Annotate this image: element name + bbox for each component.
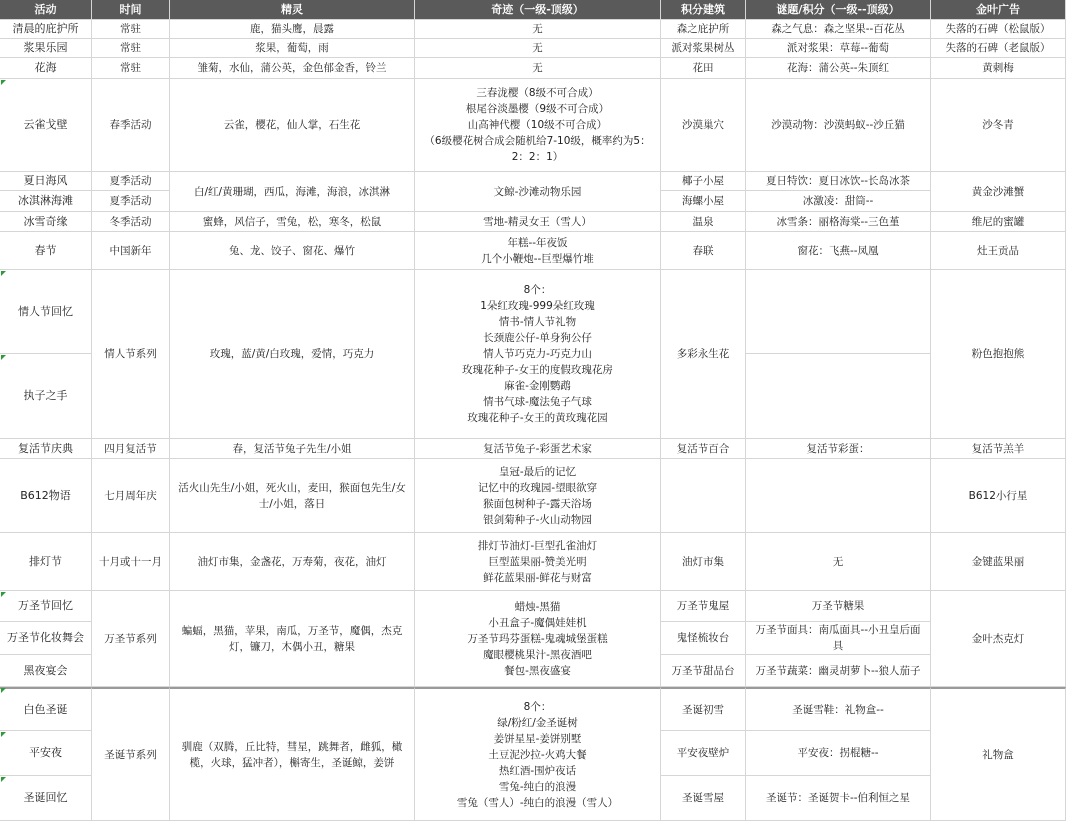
row-9-time[interactable]: 七月周年庆 [92, 459, 170, 533]
valentine-sprite[interactable]: 玫瑰，蓝/黄/白玫瑰，爱情，巧克力 [170, 270, 415, 439]
row-10-ad[interactable]: 金键蓝果丽 [931, 533, 1066, 591]
christmas-sprite[interactable]: 驯鹿（双腾，丘比特，彗星，跳舞者，雌狐，橄 榄，火球，猛冲者），槲寄生，圣诞鲸，姜饼 [170, 687, 415, 821]
comment-marker-5 [1, 732, 6, 737]
row-6-activity[interactable]: 冰雪奇缘 [0, 212, 92, 232]
comment-marker-6 [1, 777, 6, 782]
row-8-activity[interactable]: 复活节庆典 [0, 439, 92, 459]
halloween-activity-1[interactable]: 万圣节化妆舞会 [0, 622, 92, 655]
row-0-miracle[interactable]: 无 [415, 20, 661, 39]
halloween-building-1[interactable]: 鬼怪梳妆台 [661, 622, 746, 655]
row-3-sprite[interactable]: 云雀，樱花，仙人掌，石生花 [170, 79, 415, 172]
row-8-miracle[interactable]: 复活节兔子-彩蛋艺术家 [415, 439, 661, 459]
row-9-ad[interactable]: B612小行星 [931, 459, 1066, 533]
row-3-time[interactable]: 春季活动 [92, 79, 170, 172]
halloween-activity-2[interactable]: 黑夜宴会 [0, 655, 92, 687]
halloween-building-0[interactable]: 万圣节鬼屋 [661, 591, 746, 622]
halloween-time[interactable]: 万圣节系列 [92, 591, 170, 687]
halloween-puzzle-1[interactable]: 万圣节面具：南瓜面具--小丑皇后面 具 [746, 622, 931, 655]
summer-miracle[interactable]: 文鲸-沙滩动物乐园 [415, 172, 661, 212]
christmas-building-2[interactable]: 圣诞雪屋 [661, 776, 746, 821]
row-1-sprite[interactable]: 浆果，葡萄，雨 [170, 39, 415, 58]
christmas-ad[interactable]: 礼物盒 [931, 687, 1066, 821]
header-cell-5[interactable]: 谜题/积分（一级--顶级） [746, 0, 931, 20]
halloween-puzzle-0[interactable]: 万圣节糖果 [746, 591, 931, 622]
christmas-activity-0[interactable]: 白色圣诞 [0, 687, 92, 731]
row-9-building[interactable] [661, 459, 746, 533]
row-10-sprite[interactable]: 油灯市集，金盏花，万寿菊，夜花，油灯 [170, 533, 415, 591]
summer-ad[interactable]: 黄金沙滩蟹 [931, 172, 1066, 212]
christmas-puzzle-1[interactable]: 平安夜：拐棍糖-- [746, 731, 931, 776]
summer-sprite[interactable]: 白/红/黄珊瑚，西瓜，海滩，海浪，冰淇淋 [170, 172, 415, 212]
row-3-puzzle[interactable]: 沙漠动物：沙漠蚂蚁--沙丘猫 [746, 79, 931, 172]
header-cell-3[interactable]: 奇迹（一级-顶级） [415, 0, 661, 20]
row-9-miracle[interactable]: 皇冠-最后的记忆 记忆中的玫瑰园-望眼欲穿 猴面包树种子-露天浴场 银剑菊种子-火山动物园 [415, 459, 661, 533]
row-1-building[interactable]: 派对浆果树丛 [661, 39, 746, 58]
row-0-puzzle[interactable]: 森之气息：森之坚果--百花丛 [746, 20, 931, 39]
valentine-activity-0[interactable]: 情人节回忆 [0, 270, 92, 354]
row-10-building[interactable]: 油灯市集 [661, 533, 746, 591]
row-0-ad[interactable]: 失落的石碑（松鼠版） [931, 20, 1066, 39]
halloween-puzzle-2[interactable]: 万圣节蔬菜：幽灵胡萝卜--狼人茄子 [746, 655, 931, 687]
row-3-ad[interactable]: 沙冬青 [931, 79, 1066, 172]
halloween-sprite[interactable]: 蝙蝠，黑猫，苹果，南瓜，万圣节，魔偶，杰克 灯，镰刀，木偶小丑，糖果 [170, 591, 415, 687]
valentine-building[interactable]: 多彩永生花 [661, 270, 746, 439]
row-8-puzzle[interactable]: 复活节彩蛋： [746, 439, 931, 459]
row-2-building[interactable]: 花田 [661, 58, 746, 79]
row-2-activity[interactable]: 花海 [0, 58, 92, 79]
row-7-sprite[interactable]: 兔、龙、饺子、窗花、爆竹 [170, 232, 415, 270]
halloween-activity-0[interactable]: 万圣节回忆 [0, 591, 92, 622]
row-7-puzzle[interactable]: 窗花：飞燕--凤凰 [746, 232, 931, 270]
row-2-sprite[interactable]: 雏菊，水仙，蒲公英，金色郁金香，铃兰 [170, 58, 415, 79]
row-1-puzzle[interactable]: 派对浆果：草莓--葡萄 [746, 39, 931, 58]
row-4-activity[interactable]: 夏日海风 [0, 172, 92, 191]
row-1-ad[interactable]: 失落的石碑（老鼠版） [931, 39, 1066, 58]
header-cell-1[interactable]: 时间 [92, 0, 170, 20]
valentine-puzzle-1[interactable] [746, 354, 931, 439]
row-6-ad[interactable]: 维尼的蜜罐 [931, 212, 1066, 232]
row-7-activity[interactable]: 春节 [0, 232, 92, 270]
row-1-miracle[interactable]: 无 [415, 39, 661, 58]
halloween-building-2[interactable]: 万圣节甜品台 [661, 655, 746, 687]
header-cell-2[interactable]: 精灵 [170, 0, 415, 20]
valentine-activity-1[interactable]: 执子之手 [0, 354, 92, 439]
valentine-time[interactable]: 情人节系列 [92, 270, 170, 439]
row-8-time[interactable]: 四月复活节 [92, 439, 170, 459]
row-7-miracle[interactable]: 年糕--年夜饭 几个小鞭炮--巨型爆竹堆 [415, 232, 661, 270]
row-9-sprite[interactable]: 活火山先生/小姐，死火山，麦田，猴面包先生/女 士/小姐，落日 [170, 459, 415, 533]
christmas-building-0[interactable]: 圣诞初雪 [661, 687, 746, 731]
row-8-sprite[interactable]: 春，复活节兔子先生/小姐 [170, 439, 415, 459]
row-7-building[interactable]: 春联 [661, 232, 746, 270]
row-6-building[interactable]: 温泉 [661, 212, 746, 232]
halloween-miracle[interactable]: 蜡烛-黑猫 小丑盒子-魔偶娃娃机 万圣节玛芬蛋糕-鬼魂城堡蛋糕 魔眼樱桃果汁-黑夜酒吧 餐包-黑夜盛宴 [415, 591, 661, 687]
header-cell-4[interactable]: 积分建筑 [661, 0, 746, 20]
row-5-building[interactable]: 海螺小屋 [661, 191, 746, 212]
row-2-miracle[interactable]: 无 [415, 58, 661, 79]
valentine-puzzle-0[interactable] [746, 270, 931, 354]
row-9-activity[interactable]: B612物语 [0, 459, 92, 533]
row-5-puzzle[interactable]: 冰激凌：甜筒-- [746, 191, 931, 212]
row-6-time[interactable]: 冬季活动 [92, 212, 170, 232]
row-1-activity[interactable]: 浆果乐园 [0, 39, 92, 58]
row-2-puzzle[interactable]: 花海：蒲公英--朱顶红 [746, 58, 931, 79]
row-9-puzzle[interactable] [746, 459, 931, 533]
row-3-miracle[interactable]: 三春泷樱（8级不可合成） 根尾谷淡墨樱（9级不可合成） 山高神代樱（10级不可合成） （6级樱花树合成会随机给7-10级，概率约为5： 2：2：1） [415, 79, 661, 172]
comment-marker-4 [1, 688, 6, 693]
row-7-time[interactable]: 中国新年 [92, 232, 170, 270]
row-3-building[interactable]: 沙漠巢穴 [661, 79, 746, 172]
comment-marker-1 [1, 271, 6, 276]
row-3-activity[interactable]: 云雀戈壁 [0, 79, 92, 172]
row-8-building[interactable]: 复活节百合 [661, 439, 746, 459]
row-4-building[interactable]: 椰子小屋 [661, 172, 746, 191]
row-0-sprite[interactable]: 鹿，猫头鹰，晨露 [170, 20, 415, 39]
row-2-ad[interactable]: 黄刺梅 [931, 58, 1066, 79]
comment-marker-2 [1, 355, 6, 360]
row-10-activity[interactable]: 排灯节 [0, 533, 92, 591]
row-6-sprite[interactable]: 蜜蜂，风信子，雪兔，松，寒冬，松鼠 [170, 212, 415, 232]
row-4-time[interactable]: 夏季活动 [92, 172, 170, 191]
row-5-activity[interactable]: 冰淇淋海滩 [0, 191, 92, 212]
row-0-time[interactable]: 常驻 [92, 20, 170, 39]
christmas-miracle[interactable]: 8个： 绿/粉红/金圣诞树 姜饼星星-姜饼别墅 土豆泥沙拉-火鸡大餐 热红酒-围炉夜话 雪兔-纯白的浪漫 雪兔（雪人）-纯白的浪漫（雪人） [415, 687, 661, 821]
comment-marker-3 [1, 592, 6, 597]
christmas-activity-2[interactable]: 圣诞回忆 [0, 776, 92, 821]
christmas-building-1[interactable]: 平安夜壁炉 [661, 731, 746, 776]
halloween-ad[interactable]: 金叶杰克灯 [931, 591, 1066, 687]
christmas-puzzle-2[interactable]: 圣诞节：圣诞贺卡--伯利恒之星 [746, 776, 931, 821]
row-5-time[interactable]: 夏季活动 [92, 191, 170, 212]
row-6-puzzle[interactable]: 冰雪条：丽格海棠--三色堇 [746, 212, 931, 232]
row-10-miracle[interactable]: 排灯节油灯-巨型孔雀油灯 巨型蓝果丽-赞美光明 鲜花蓝果丽-鲜花与财富 [415, 533, 661, 591]
row-0-building[interactable]: 森之庇护所 [661, 20, 746, 39]
christmas-puzzle-0[interactable]: 圣诞雪鞋：礼物盒-- [746, 687, 931, 731]
row-2-time[interactable]: 常驻 [92, 58, 170, 79]
christmas-activity-1[interactable]: 平安夜 [0, 731, 92, 776]
row-4-puzzle[interactable]: 夏日特饮：夏日冰饮--长岛冰茶 [746, 172, 931, 191]
row-0-activity[interactable]: 清晨的庇护所 [0, 20, 92, 39]
row-7-ad[interactable]: 灶王贡品 [931, 232, 1066, 270]
header-cell-0[interactable]: 活动 [0, 0, 92, 20]
comment-marker-0 [1, 80, 6, 85]
valentine-miracle[interactable]: 8个： 1朵红玫瑰-999朵红玫瑰 情书-情人节礼物 长颈鹿公仔-单身狗公仔 情人节巧克力-巧克力山 玫瑰花种子-女王的度假玫瑰花房 麻雀-金刚鹦鹉 情书气球-魔法兔子气球 玫瑰花种子-女王的黄玫瑰花园 [415, 270, 661, 439]
row-10-puzzle[interactable]: 无 [746, 533, 931, 591]
row-6-miracle[interactable]: 雪地-精灵女王（雪人） [415, 212, 661, 232]
row-8-ad[interactable]: 复活节羔羊 [931, 439, 1066, 459]
christmas-time[interactable]: 圣诞节系列 [92, 687, 170, 821]
valentine-ad[interactable]: 粉色抱抱熊 [931, 270, 1066, 439]
row-10-time[interactable]: 十月或十一月 [92, 533, 170, 591]
header-cell-6[interactable]: 金叶广告 [931, 0, 1066, 20]
row-1-time[interactable]: 常驻 [92, 39, 170, 58]
